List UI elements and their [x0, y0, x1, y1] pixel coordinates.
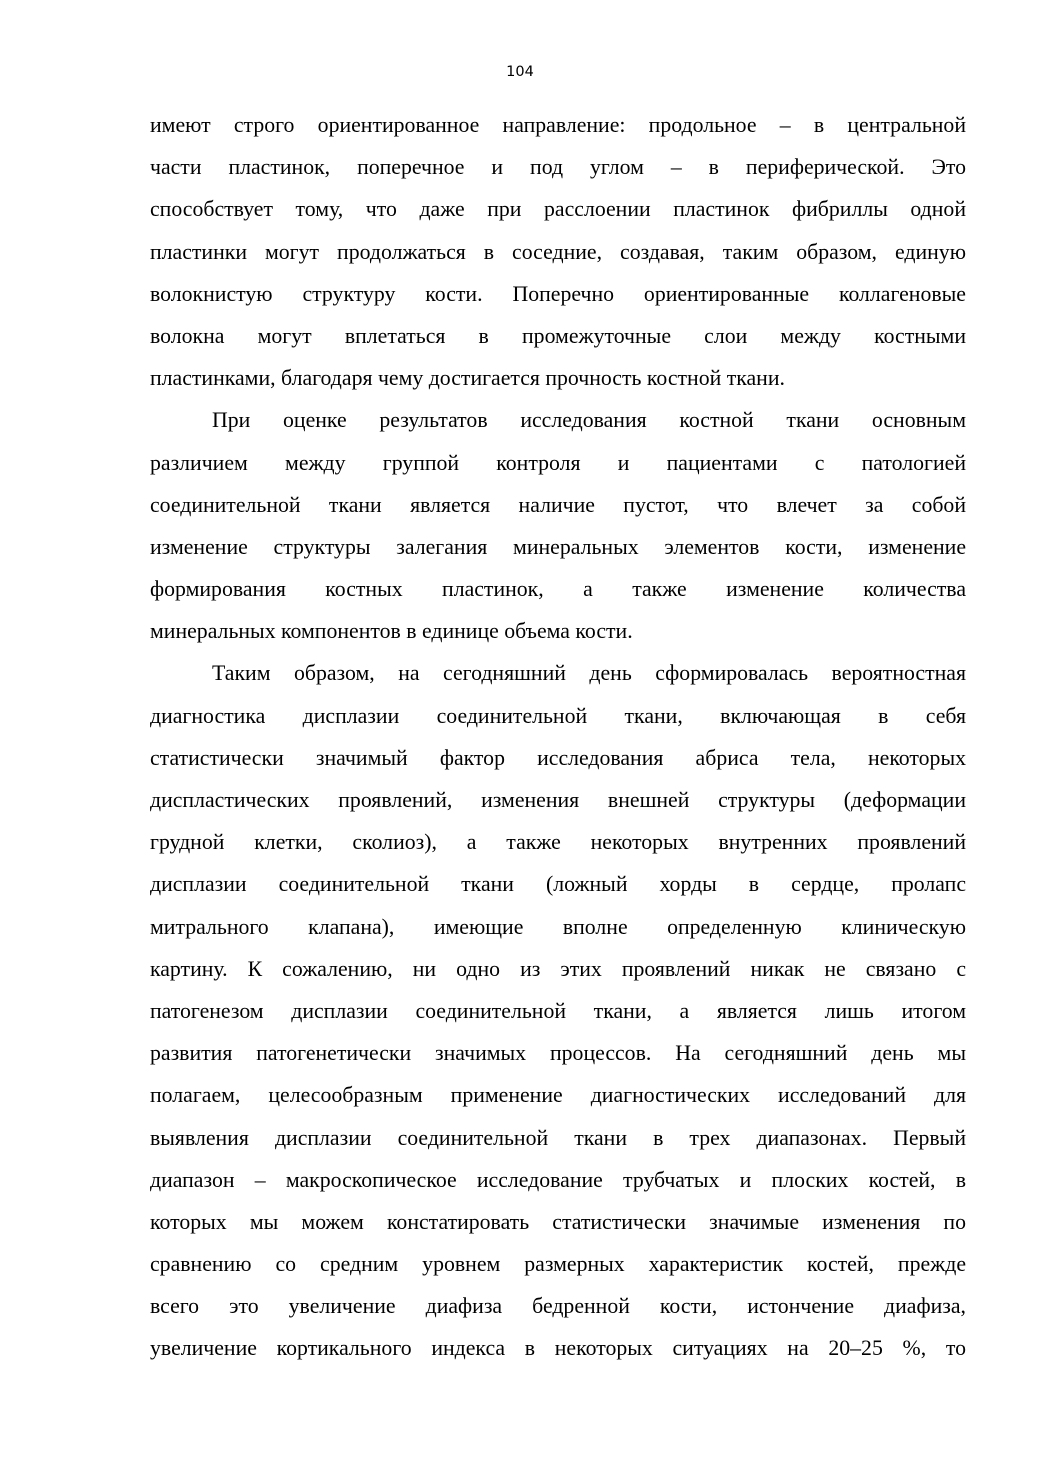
text-line: митрального клапана), имеющие вполне определенную клиническую [150, 914, 966, 939]
text-line: имеют строго ориентированное направление: продольное – в центральной [150, 113, 966, 137]
text-line: выявления дисплазии соединительной ткани в трех диапазонах. Первый [150, 1125, 966, 1150]
text-line: минеральных компонентов в единице объема кости. [150, 619, 633, 644]
text-line: всего это увеличение диафиза бедренной кости, истончение диафиза, [150, 1294, 966, 1319]
text-line: которых мы можем констатировать статистически значимые изменения по [150, 1209, 966, 1234]
text-line: диагностика дисплазии соединительной ткани, включающая в себя [150, 703, 966, 728]
text-line: формирования костных пластинок, а также изменение количества [150, 577, 966, 602]
body-text [150, 104, 966, 1370]
text-line: изменение структуры залегания минеральных элементов кости, изменение [150, 534, 966, 559]
text-line: При оценке результатов исследования костной ткани основным [212, 408, 966, 433]
paragraph [150, 104, 966, 399]
text-line: сравнению со средним уровнем размерных характеристик костей, прежде [150, 1252, 966, 1277]
text-line: диапазон – макроскопическое исследование трубчатых и плоских костей, в [150, 1167, 966, 1192]
paragraph [150, 652, 966, 1369]
text-line: статистически значимый фактор исследования абриса тела, некоторых [150, 745, 966, 770]
paragraph [150, 399, 966, 652]
text-line: картину. К сожалению, ни одно из этих проявлений никак не связано с [150, 956, 966, 981]
text-line: различием между группой контроля и пациентами с патологией [150, 450, 966, 475]
text-line: соединительной ткани является наличие пустот, что влечет за собой [150, 492, 966, 517]
page-number: 104 [506, 64, 534, 80]
text-line: волокнистую структуру кости. Поперечно ориентированные коллагеновые [150, 281, 966, 306]
text-line: части пластинок, поперечное и под углом – в периферической. Это [150, 155, 966, 180]
text-line: патогенезом дисплазии соединительной ткани, а является лишь итогом [150, 998, 966, 1023]
text-line: пластинки могут продолжаться в соседние, создавая, таким образом, единую [150, 239, 966, 264]
text-line: пластинками, благодаря чему достигается прочность костной ткани. [150, 366, 785, 391]
text-line: грудной клетки, сколиоз), а также некоторых внутренних проявлений [150, 830, 966, 855]
text-line: дисплазии соединительной ткани (ложный хорды в сердце, пролапс [150, 872, 966, 897]
text-line: полагаем, целесообразным применение диагностических исследований для [150, 1083, 966, 1108]
text-line: волокна могут вплетаться в промежуточные слои между костными [150, 323, 966, 348]
text-line: способствует тому, что даже при расслоении пластинок фибриллы одной [150, 197, 966, 222]
text-line: Таким образом, на сегодняшний день сформировалась вероятностная [212, 661, 966, 686]
text-line: диспластических проявлений, изменения внешней структуры (деформации [150, 788, 966, 812]
text-line: развития патогенетически значимых процессов. На сегодняшний день мы [150, 1041, 966, 1066]
text-line: увеличение кортикального индекса в некоторых ситуациях на 20–25 %, то [150, 1336, 966, 1361]
